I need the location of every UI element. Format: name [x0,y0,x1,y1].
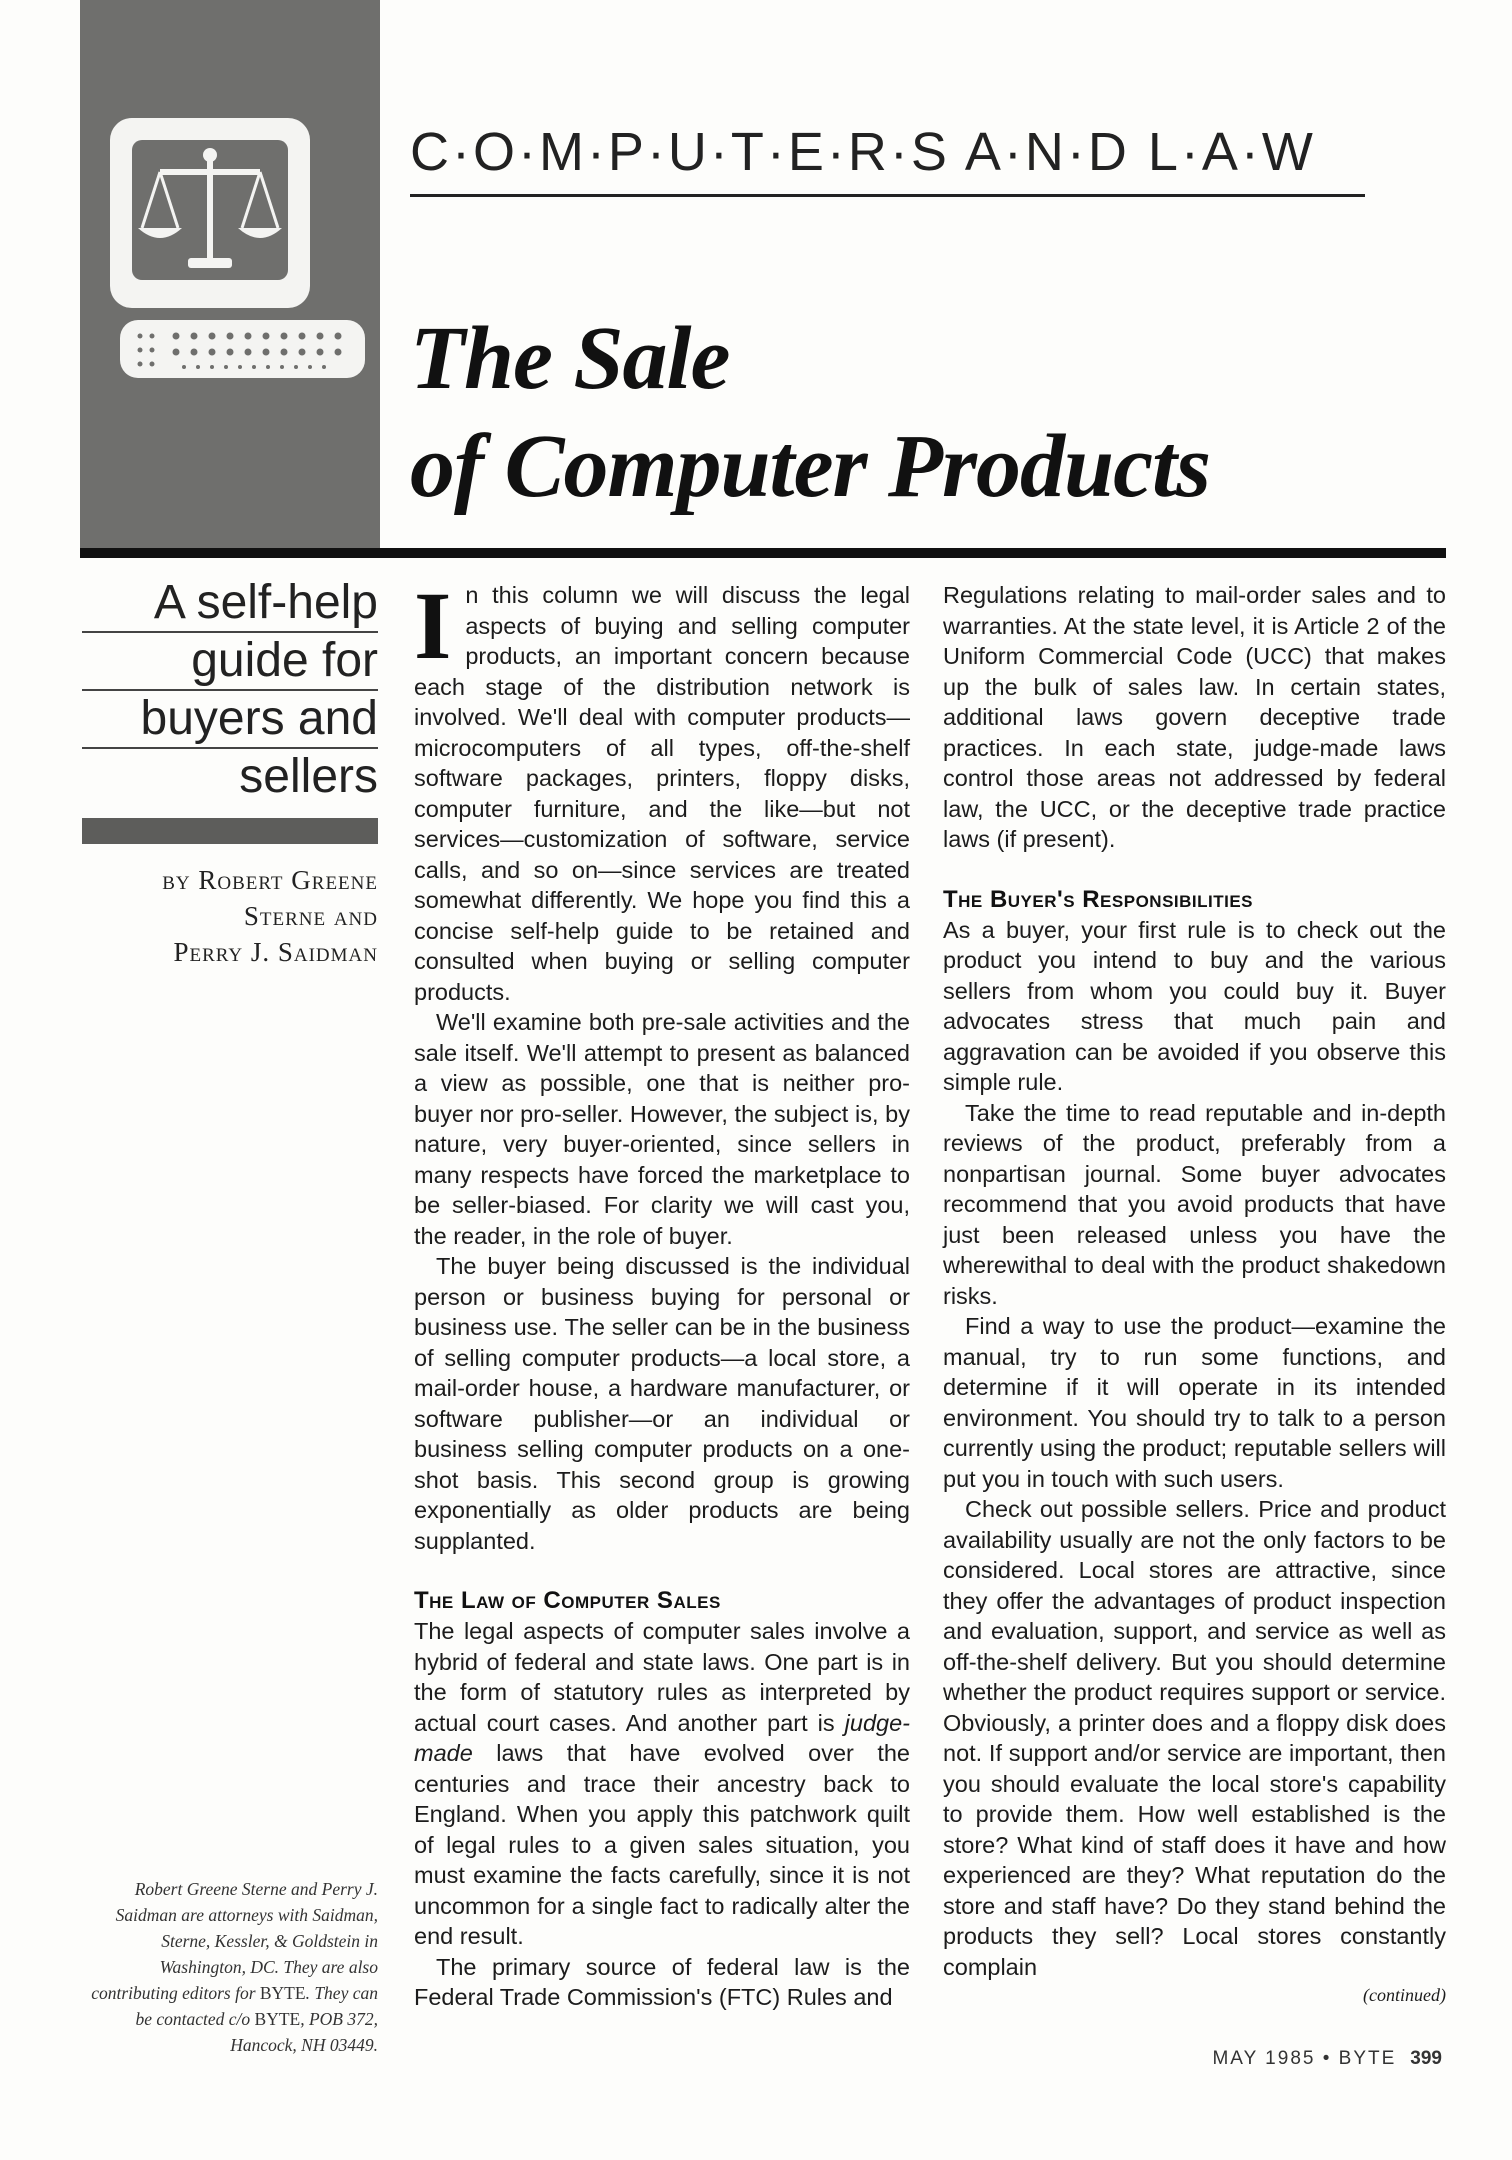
byline [82,862,378,970]
paragraph: Find a way to use the product—examine the manual, try to run some functions, and determine if it will operate in its intended environment. You should try to talk to a person currently using the product; reputable sellers will put you in touch with such users. [943,1313,1446,1492]
logo-panel [80,0,380,548]
paragraph-text: The legal aspects of computer sales involve a hybrid of federal and state laws. One part is in the form of statutory rules as interpreted by actual court cases. And another part is [414,1618,910,1736]
deck-line: guide for [82,633,378,691]
author-bio-text: Robert Greene Sterne and Perry J. Saidman are attorneys with Saidman, Sterne, Kessler, & Goldstein in Washington, DC. They are also contributing editors for [91,1879,378,2003]
paragraph: Regulations relating to mail-order sales and to warranties. At the state level, it is Article 2 of the Uniform Commercial Code (UCC) that makes up the bulk of sales law. In certain states, additional laws govern deceptive trade practices. In each state, judge-made laws control those areas not addressed by federal law, the UCC, or the deceptive trade practice laws (if present). [943,582,1446,852]
section-heading-buyer: The Buyer's Responsibilities [943,885,1254,913]
paragraph [414,572,910,1007]
magazine-name: BYTE [254,2009,301,2029]
header-rule [80,548,1446,558]
article-title-line-1: The Sale [410,309,730,408]
magazine-name: BYTE [259,1983,306,2003]
paragraph: The buyer being discussed is the individual person or business buying for personal or business use. The seller can be in the business of selling computer products—a local store, a mail-order house, a hardware manufacturer, or software publisher—or an individual or business selling computer products on a one-shot basis. This second group is growing exponentially as older products are being supplanted. [414,1253,910,1554]
byline-line: Perry J. Saidman [173,937,378,967]
deck-line: sellers [239,750,378,803]
byline-line: by Robert Greene [162,865,378,895]
author-bio-text: , POB 372, Hancock, NH 03449. [230,2009,378,2055]
drop-cap: I [414,572,452,679]
paragraph: The primary source of federal law is the Federal Trade Commission's (FTC) Rules and [414,1953,910,2010]
section-heading-law: The Law of Computer Sales [414,1587,721,1614]
paragraph [414,1616,910,1952]
computer-scales-of-justice-icon [80,0,380,548]
deck-line: buyers and [82,691,378,749]
continued-note: (continued) [1363,1985,1446,2005]
paragraph-text: laws that have evolved over the centuries and trace their ancestry back to England. When you apply this patchwork quilt of legal rules to a given sales situation, you must examine the facts carefully, since it is not uncommon for a single fact to radically alter the end result. [414,1740,910,1949]
series-title: C·O·M·P·U·T·E·R·S A·N·D L·A·W [410,110,1365,197]
emphasis: judge-made [414,1709,910,1766]
page-number: 399 [1410,2048,1442,2069]
paragraph-text: n this column we will discuss the legal aspects of buying and selling computer products, an important concern because each stage of the distribution network is involved. We'll deal with computer products—microcomputers of all types, off-the-shelf software packages, printers, floppy disks, computer furniture, and the like—but not services—customization of software, service calls, and so on—since services are treated somewhat differently. We hope you find this a concise self-help guide to be retained and consulted when buying or selling computer products. [414,582,910,1005]
paragraph: Check out possible sellers. Price and product availability usually are not the only factors to be considered. Local stores are attractive, since they offer the advantages of product inspection and evaluation, support, and service as well as off-the-shelf delivery. But you should determine whether the product requires support or service. Obviously, a printer does and a floppy disk does not. If support and/or service are important, then you should evaluate the local store's capability to provide them. How well established is the store? What kind of staff does it have and how experienced are they? What reputation do the store and staff have? Do they stand behind the products they sell? Local stores constantly complain [943,1496,1446,1980]
issue-date: MAY 1985 • BYTE [1212,2048,1397,2069]
article-column-1 [414,572,910,2013]
deck-divider-bar [82,818,378,844]
paragraph: Take the time to read reputable and in-depth reviews of the product, preferably from a nonpartisan journal. Some buyer advocates recommend that you avoid products that have just been released unless you have the wherewithal to deal with the product shakedown risks. [943,1099,1446,1309]
paragraph: As a buyer, your first rule is to check out the product you intend to buy and the various sellers from whom you could buy it. Buyer advocates stress that much pain and aggravation can be avoided if you observe this simple rule. [943,916,1446,1095]
author-bio [82,1876,378,2058]
article-column-2 [943,580,1446,2008]
deck [82,575,378,805]
article-title-line-2: of Computer Products [410,417,1211,516]
article-title [410,305,1310,521]
page-folio [1212,2048,1442,2070]
author-bio-text: . They can be contacted c/o [135,1983,378,2029]
byline-line: Sterne and [243,901,378,931]
paragraph: We'll examine both pre-sale activities and the sale itself. We'll attempt to present as balanced a view as possible, one that is neither pro-buyer nor pro-seller. However, the subject is, by nature, very buyer-oriented, since sellers in many respects have forced the marketplace to be seller-biased. For clarity we will cast you, the reader, in the role of buyer. [414,1009,910,1249]
deck-line: A self-help [82,575,378,633]
